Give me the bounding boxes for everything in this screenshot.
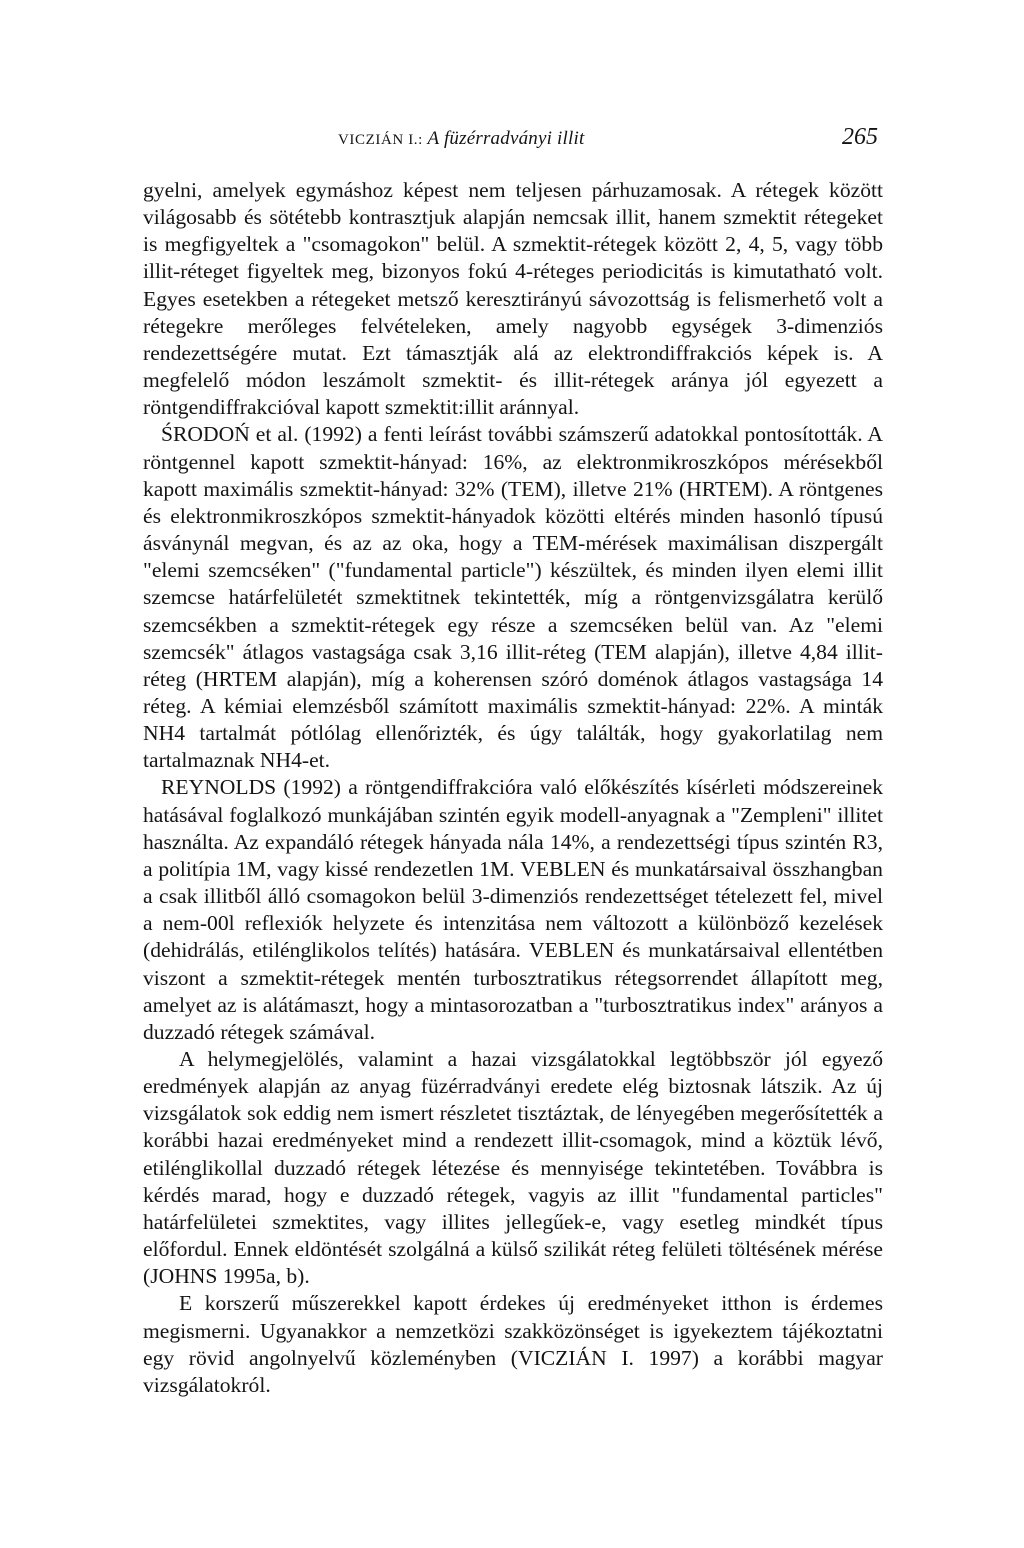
running-head [338, 128, 584, 150]
paragraph-5 [143, 1290, 883, 1399]
paragraph-text: et al. (1992) a fenti leírást további számszerű adatokkal pontosították. A röntgennel kapott szmektit-hányad: 16%, az elektronmikroszkópos mérésekből kapott maximális szmektit-hányad: 32% (TEM), illetve 21% (HRTEM). A röntgenes és elektronmikroszkópos szmektit-hányadok közötti eltérés minden hasonló típusú ásványnál megvan, és az az oka, hogy a TEM-mérések maximálisan diszpergált "elemi szemcséken" ("fundamental particle") készültek, és minden ilyen elemi illit szemcse határfelületét szmektitnek tekintették, míg a röntgenvizsgálatra kerülő szemcsékben a szmektit-rétegek egy része a szemcséken belül van. Az "elemi szemcsék" átlagos vastagsága csak 3,16 illit-réteg (TEM alapján), illetve 4,84 illit-réteg (HRTEM alapján), míg a koherensen szóró doménok átlagos vastagsága 14 réteg. A kémiai elemzésből számított maximális szmektit-hányad: 22%. A minták NH4 tartalmát pótlólag ellenőrizték, és úgy találták, hogy gyakorlatilag nem tartalmaznak NH4-et. [143, 422, 883, 773]
paragraph-text: I. 1997) a korábbi magyar vizsgálatokról. [143, 1345, 883, 1397]
running-head-author: VICZIÁN I.: [338, 132, 423, 148]
page-number: 265 [842, 124, 878, 150]
cited-author: VICZIÁN [517, 1345, 607, 1370]
paragraph-text: (1992) a röntgendiffrakcióra való előkészítés kísérleti módszereinek hatásával foglalkozó munkájában szintén egyik modell-anyagnak a "Zempleni" illitet használta. Az expandáló rétegek hányada nála 14%, a rendezettségi típus szintén R3, a politípia 1M, vagy kissé rendezetlen 1M. [143, 775, 883, 881]
cited-author: REYNOLDS [161, 775, 277, 800]
cited-author: VEBLEN [520, 856, 606, 881]
paragraph-text: A helymegjelölés, valamint a hazai vizsgálatokkal legtöbbször jól egyező eredmények alapján az anyag füzérradványi eredete elég biztosnak látszik. Az új vizsgálatok sok eddig nem ismert részletet tisztáztak, de lényegében megerősítették a korábbi hazai eredményeket mind a rendezett illit-csomagok, mind a köztük lévő, etilénglikollal duzzadó rétegek létezése és mennyisége tekintetében. Továbbra is kérdés marad, hogy e duzzadó rétegek, vagyis az illit "fundamental particles" határfelületei szmektites, vagy illites jellegűek-e, vagy esetleg mindkét típus előfordul. Ennek eldöntését szolgálná a külső szilikát réteg felületi töltésének mérése ( [143, 1047, 883, 1289]
paragraph-2 [143, 421, 883, 774]
paragraph-text: gyelni, amelyek egymáshoz képest nem teljesen párhuzamosak. A rétegek között világosabb és sötétebb kontrasztjuk alapján nemcsak illit, hanem szmektit rétegeket is megfigyeltek a "csomagokon" belül. A szmektit-rétegek között 2, 4, 5, vagy több illit-réteget figyeltek meg, bizonyos fokú 4-réteges periodicitás is kimutatható volt. Egyes esetekben a rétegeket metsző keresztirányú sávozottság is felismerhető volt a rétegekre merőleges felvételeken, amely nagyobb egységek 3-dimenziós rendezettségére mutat. Ezt támasztják alá az elektrondiffrakciós képek is. A megfelelő módon leszámolt szmektit- és illit-rétegek aránya jól egyezett a röntgendiffrakcióval kapott szmektit:illit aránnyal. [143, 178, 883, 420]
paragraph-text: és munkatársaival összhangban a csak illitből álló csomagokon belül 3-dimenziós rendezettséget tételezett fel, mivel a nem-00l reflexiók helyzete és intenzitása nem változott a különböző kezelések (dehidrálás, etilénglikolos telítés) hatására. [143, 856, 883, 963]
paragraph-1 [143, 177, 883, 421]
cited-author: ŚRODOŃ [161, 422, 250, 447]
paragraph-4 [143, 1046, 883, 1290]
paragraph-text: és munkatársaival ellentétben viszont a szmektit-rétegek mentén turbosztratikus rétegsorrendet állapított meg, amelyet az is alátámaszt, hogy a mintasorozatban a "turbosztratikus index" arányos a duzzadó rétegek számával. [143, 938, 883, 1044]
paragraph-text: E korszerű műszerekkel kapott érdekes új eredményeket itthon is érdemes megismerni. Ugyanakkor a nemzetközi szakközönséget is igyekeztem tájékoztatni egy rövid angolnyelvű közleményben ( [143, 1291, 883, 1370]
cited-author: JOHNS [150, 1264, 218, 1289]
cited-author: VEBLEN [529, 938, 615, 963]
paragraph-text: 1995a, b). [217, 1264, 310, 1289]
running-head-title: A füzérradványi illit [427, 128, 585, 149]
paragraph-3 [143, 774, 883, 1046]
body-text [143, 177, 883, 1399]
